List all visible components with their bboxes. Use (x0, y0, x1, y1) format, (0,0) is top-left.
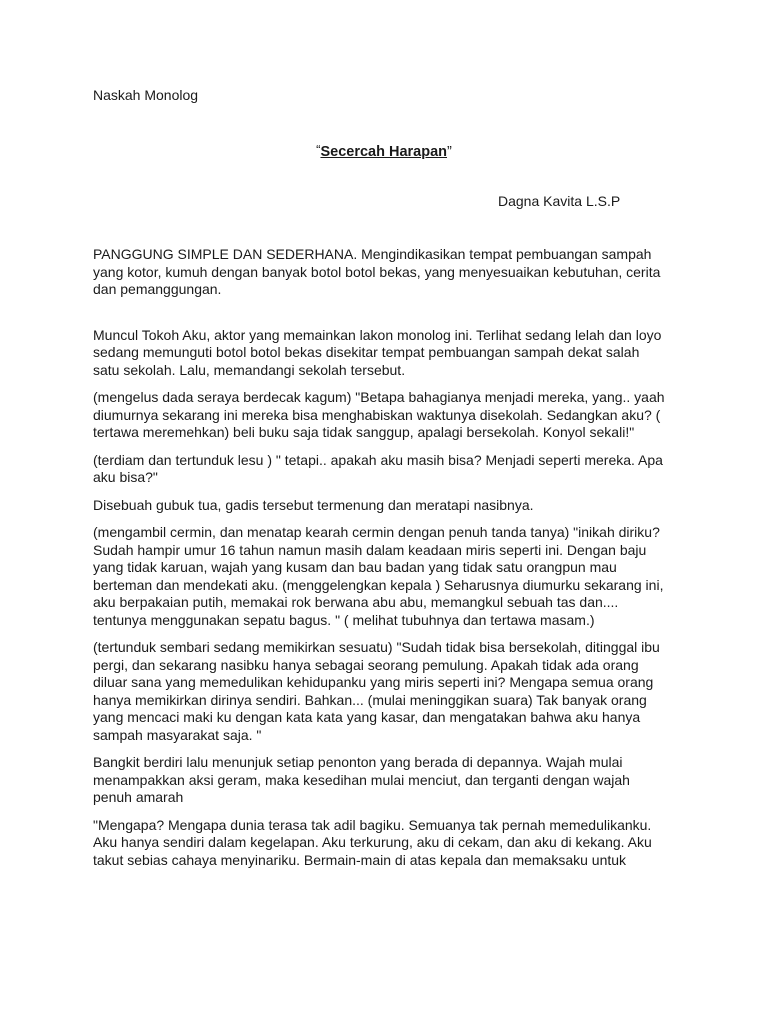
paragraph-character-entrance: Muncul Tokoh Aku, aktor yang memainkan lakon monolog ini. Terlihat sedang lelah dan loyo sedang memunguti botol botol bekas disekitar tempat pembuangan sampah dekat salah satu sekolah. Lalu, memandangi sekolah tersebut. (93, 326, 662, 378)
author-name: Dagna Kavita L.S.P (498, 193, 621, 209)
document-label: Naskah Monolog (93, 87, 199, 103)
paragraph-dialogue: (mengambil cermin, dan menatap kearah cermin dengan penuh tanda tanya) "inikah diriku? Sudah hampir umur 16 tahun namun masih dalam keadaan miris seperti ini. Dengan baju yang tidak karuan, wajah yang kusam dan bau badan yang tidak satu orangpun mau berteman dan mendekati aku. (menggelengkan kepala ) Seharusnya diumurku sekarang ini, aku berpakaian putih, memakai rok berwana abu abu, memangkul sebuah tas dan.... tentunya menggunakan sepatu bagus. " ( melihat tubuhnya dan tertawa masam.) (93, 524, 664, 628)
document-title (0, 141, 768, 161)
paragraph-dialogue: (mengelus dada seraya berdecak kagum) "Betapa bahagianya menjadi mereka, yang.. yaah diumurnya sekarang ini mereka bisa menghabiskan waktunya disekolah. Sedangkan aku? ( tertawa meremehkan) beli buku saja tidak sanggup, apalagi bersekolah. Konyol sekali!" (93, 389, 665, 440)
paragraph-narration: Bangkit berdiri lalu menunjuk setiap penonton yang berada di depannya. Wajah mulai menampakkan aksi geram, maka kesedihan mulai menciut, dan terganti dengan wajah penuh amarah (93, 754, 630, 805)
title-open-quote: “ (316, 142, 321, 157)
paragraph-dialogue: (terdiam dan tertunduk lesu ) " tetapi.. apakah aku masih bisa? Menjadi seperti mereka. Apa aku bisa?" (93, 451, 663, 485)
paragraph-narration: Disebuah gubuk tua, gadis tersebut termenung dan meratapi nasibnya. (93, 496, 534, 513)
paragraph-dialogue: (tertunduk sembari sedang memikirkan sesuatu) "Sudah tidak bisa bersekolah, ditinggal ibu pergi, dan sekarang nasibku hanya sebagai seorang pemulung. Apakah tidak ada orang diluar sana yang memedulikan kehidupanku yang miris seperti ini? Mengapa semua orang hanya memikirkan dirinya sendiri. Bahkan... (mulai meninggikan suara) Tak banyak orang yang mencaci maki ku dengan kata kata yang kasar, dan mengatakan bahwa aku hanya sampah masyarakat saja. " (93, 639, 660, 743)
paragraph-stage-setting: PANGGUNG SIMPLE DAN SEDERHANA. Mengindikasikan tempat pembuangan sampah yang kotor, kumuh dengan banyak botol botol bekas, yang menyesuaikan kebutuhan, cerita dan pemanggungan. (93, 246, 661, 297)
document-body (93, 246, 683, 879)
title-close-quote: ” (447, 144, 452, 160)
title-text: Secercah Harapan (320, 144, 448, 160)
paragraph-dialogue: "Mengapa? Mengapa dunia terasa tak adil bagiku. Semuanya tak pernah memedulikanku. Aku hanya sendiri dalam kegelapan. Aku terkurung, aku di cekam, dan aku di kekang. Aku takut sebias cahaya menyinariku. Bermain-main di atas kepala dan memaksaku untuk (93, 816, 652, 868)
